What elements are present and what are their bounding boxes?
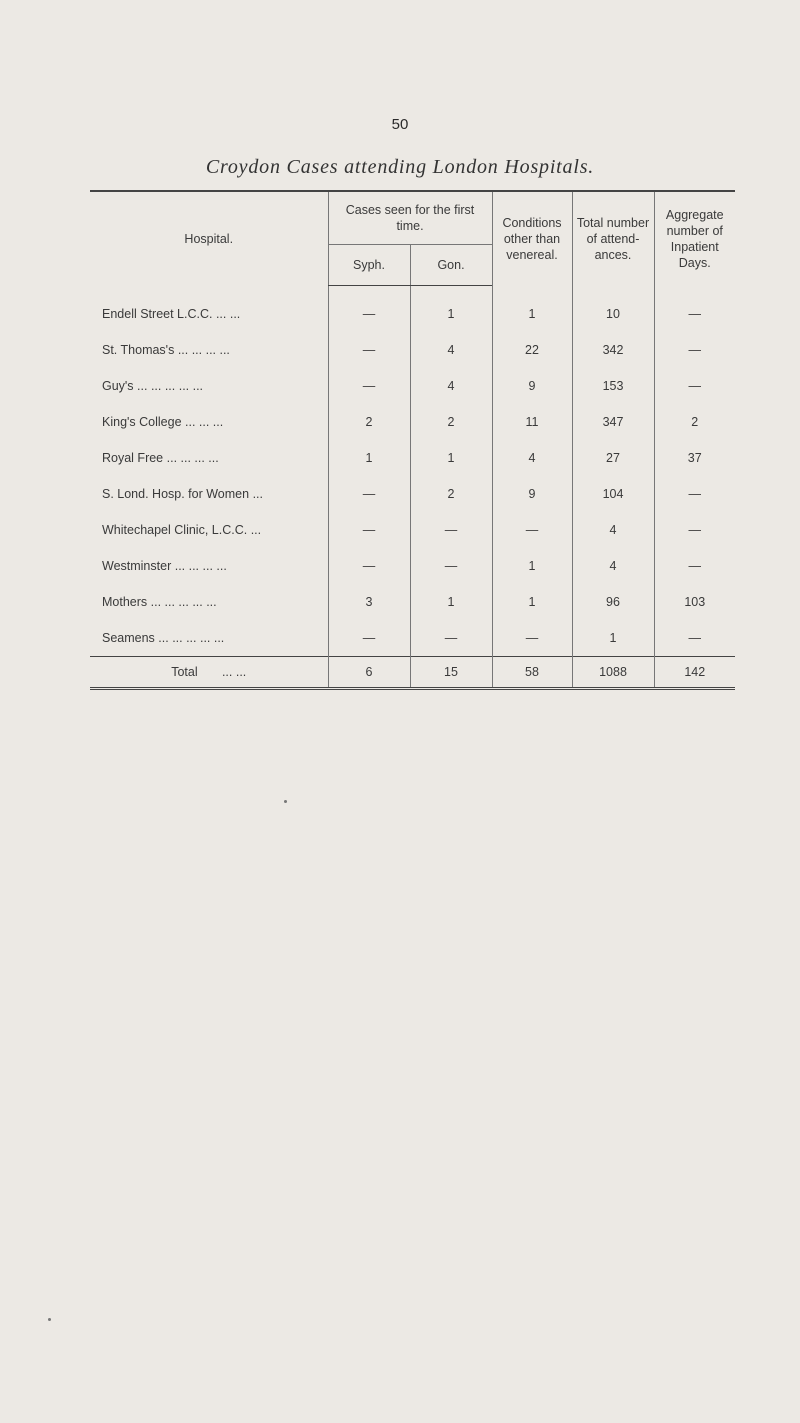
table-header [90,191,735,286]
conditions-cell: 9 [492,368,572,404]
inpatient-days-cell: — [654,548,735,584]
hospital-name: Mothers [102,595,148,609]
hospital-name-cell [90,512,328,548]
inpatient-days-cell: — [654,512,735,548]
attendances-cell: 153 [572,368,654,404]
leader-dots: ... [250,523,262,537]
attendances-cell: 104 [572,476,654,512]
inpatient-days-cell: 37 [654,440,735,476]
hospital-name: S. Lond. Hosp. for Women [102,487,250,501]
leader-dots: ... [252,487,263,501]
table-title: Croydon Cases attending London Hospitals. [205,156,595,178]
inpatient-days-cell: 2 [654,404,735,440]
conditions-cell: 1 [492,584,572,620]
conditions-cell: 1 [492,286,572,333]
table-row [90,440,735,476]
attendances-cell: 4 [572,512,654,548]
hospital-name-cell [90,476,328,512]
table-row [90,584,735,620]
leader-dots: ... ... [215,306,241,321]
conditions-cell: 22 [492,332,572,368]
header-total-attendances: Total number of attend- ances. [572,191,654,286]
syph-cell: — [328,332,410,368]
leader-dots: ... ... ... ... ... [150,595,217,609]
inpatient-days-cell: — [654,620,735,657]
leader-dots: ... ... ... ... [174,559,227,573]
gon-cell: 2 [410,404,492,440]
hospital-name: Guy's [102,379,134,393]
total-attendances-cell: 1088 [572,657,654,689]
hospital-name-cell [90,584,328,620]
table-row [90,404,735,440]
table-row [90,620,735,657]
table-row [90,286,735,333]
attendances-cell: 347 [572,404,654,440]
inpatient-days-cell: — [654,332,735,368]
table-row [90,512,735,548]
leader-dots: ... ... ... ... [166,451,219,465]
conditions-cell: — [492,512,572,548]
inpatient-days-cell: 103 [654,584,735,620]
conditions-cell: 9 [492,476,572,512]
total-label-cell [90,657,328,689]
hospital-name-cell [90,620,328,657]
syph-cell: — [328,286,410,333]
syph-cell: 2 [328,404,410,440]
header-gon: Gon. [410,245,492,286]
header-hospital: Hospital. [90,191,328,286]
header-cases-seen: Cases seen for the first time. [328,191,492,245]
table-row [90,332,735,368]
hospital-name-cell [90,332,328,368]
attendances-cell: 4 [572,548,654,584]
syph-cell: 1 [328,440,410,476]
header-syph: Syph. [328,245,410,286]
table-body [90,286,735,689]
total-conditions-cell: 58 [492,657,572,689]
conditions-cell: 1 [492,548,572,584]
gon-cell: 4 [410,368,492,404]
syph-cell: — [328,512,410,548]
table-row [90,548,735,584]
hospital-cases-table [90,190,735,690]
hospital-name: Seamens [102,631,155,645]
gon-cell: 1 [410,584,492,620]
table-row [90,476,735,512]
total-inpatient-days-cell: 142 [654,657,735,689]
hospital-name-cell [90,440,328,476]
inpatient-days-cell: — [654,286,735,333]
syph-cell: — [328,548,410,584]
hospital-name-cell [90,404,328,440]
syph-cell: — [328,620,410,657]
inpatient-days-cell: — [654,476,735,512]
inpatient-days-cell: — [654,368,735,404]
leader-dots: ... ... ... ... ... [137,379,204,393]
conditions-cell: 11 [492,404,572,440]
gon-cell: 2 [410,476,492,512]
conditions-cell: — [492,620,572,657]
attendances-cell: 342 [572,332,654,368]
hospital-name: King's College [102,415,182,429]
syph-cell: — [328,476,410,512]
leader-dots: ... ... [221,665,247,679]
attendances-cell: 27 [572,440,654,476]
header-inpatient-days: Aggregate number of Inpatient Days. [654,191,735,286]
attendances-cell: 10 [572,286,654,333]
total-gon-cell: 15 [410,657,492,689]
paper-speck [284,800,287,803]
syph-cell: — [328,368,410,404]
hospital-name-cell [90,286,328,333]
paper-speck [48,1318,51,1321]
gon-cell: 1 [410,286,492,333]
gon-cell: — [410,620,492,657]
syph-cell: 3 [328,584,410,620]
conditions-cell: 4 [492,440,572,476]
attendances-cell: 1 [572,620,654,657]
total-label: Total [171,665,198,679]
table-row [90,368,735,404]
page-number: 50 [391,116,409,133]
hospital-name: Westminster [102,559,172,573]
total-row [90,657,735,689]
hospital-name: Endell Street L.C.C. [102,306,213,321]
gon-cell: 4 [410,332,492,368]
leader-dots: ... ... ... [185,415,224,429]
attendances-cell: 96 [572,584,654,620]
hospital-name-cell [90,548,328,584]
gon-cell: 1 [410,440,492,476]
hospital-table-container [90,190,735,690]
gon-cell: — [410,548,492,584]
total-syph-cell: 6 [328,657,410,689]
hospital-name: Royal Free [102,451,164,465]
gon-cell: — [410,512,492,548]
hospital-name-cell [90,368,328,404]
header-conditions: Conditions other than venereal. [492,191,572,286]
hospital-name: St. Thomas's [102,343,175,357]
leader-dots: ... ... ... ... [177,343,230,357]
leader-dots: ... ... ... ... ... [158,631,225,645]
hospital-name: Whitechapel Clinic, L.C.C. [102,523,248,537]
